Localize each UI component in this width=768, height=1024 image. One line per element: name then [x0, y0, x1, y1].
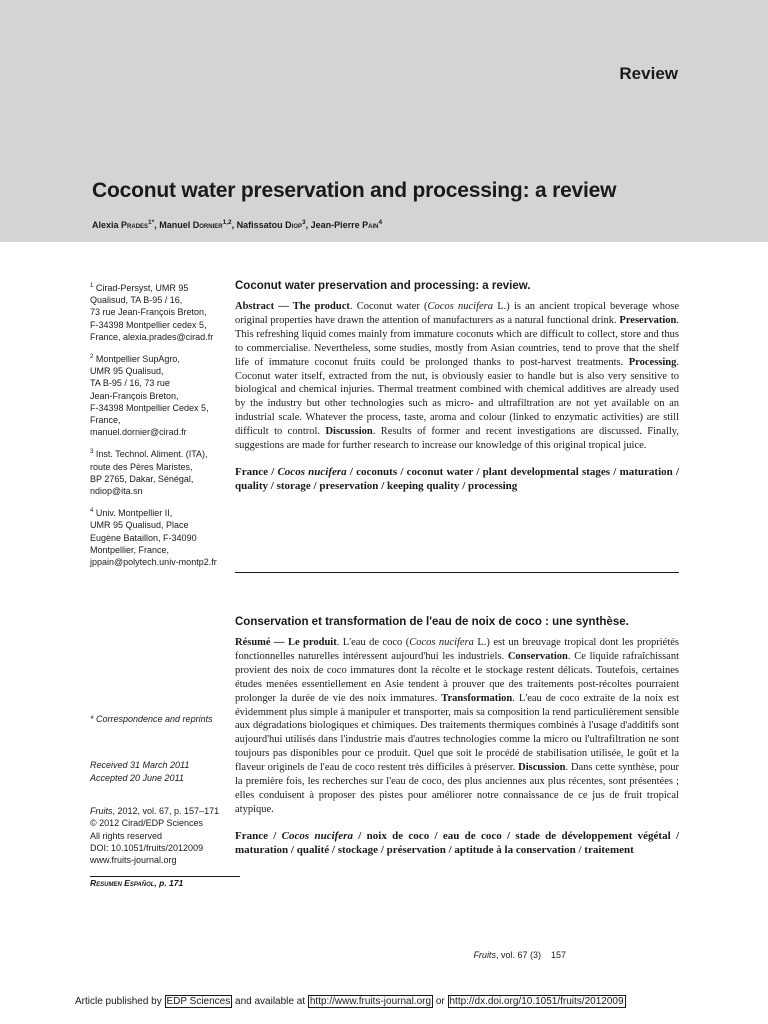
- journal-site-link[interactable]: http://www.fruits-journal.org: [309, 996, 432, 1007]
- keyword: qualité: [296, 843, 330, 856]
- affiliation-number: 1: [90, 283, 94, 289]
- dates: [90, 759, 240, 784]
- keyword: stockage: [337, 843, 379, 856]
- author-surname: Prades: [121, 220, 149, 230]
- citation-journal: Fruits: [90, 806, 113, 816]
- section-divider: [235, 572, 679, 573]
- published-or: or: [433, 996, 448, 1007]
- abstract-heading: Conservation: [507, 650, 568, 662]
- citation-block: [90, 805, 240, 866]
- author-surname: Dornier: [192, 220, 223, 230]
- published-mid: and available at: [232, 996, 308, 1007]
- author-list: Alexia Prades$^{1*}$, Manuel Dornier$^{1,2}$, Nafissatou Diop$^3$, Jean-Pierre Pain$^4$: [92, 219, 383, 230]
- affiliations: [90, 280, 230, 576]
- english-keywords: France / Cocos nucifera / coconuts / coconut water / plant developmental stages / maturation / quality / storage / preservation / keeping quality / processing: [235, 465, 680, 493]
- footer-journal: [473, 950, 566, 960]
- keyword: stade de développement végétal: [515, 829, 671, 842]
- french-abstract-text: Résumé — Le produit. L'eau de coco (Cocos nucifera L.) est un breuvage tropical dont les propriétés fonctionnelles naturelles intéressent aujourd'hui les industriels. Conservation. Ce liquide rafraîchissant provient des noix de coco immatures dont la récolte et le stockage restent délicats. Toutefois, certaines études menées essentiellement en Asie tendent à prouver que des traitements post-récoltes pourraient prolonger la durée de vie des noix immatures. Transformation. L'eau de coco extraite de la noix est évidemment plus simple à manipuler et transporter, mais sa composition la rend particulièrement sensible aux dégradations biologiques et chimiques. Des traitements thermiques combinés à l'usage d'additifs sont aujourd'hui utilisés dans l'industrie mais d'autres technologies comme la micro ou l'ultrafiltration ne sont toujours pas disponibles pour ce produit. Quel que soit le procédé de stabilisation utilisée, le goût et la flaveur originels de l'eau de coco restent très difficiles à préserver. Discussion. Dans cette synthèse, pour la première fois, les recherches sur l'eau de coco, des plus anciennes aux plus récentes, sont présentées ; elles conduisent à proposer des pistes pour améliorer notre connaissance de ce jus de fruit tropical atypique.: [235, 637, 680, 815]
- author: Nafissatou Diop$^3$: [236, 219, 306, 230]
- author-surname: Diop: [285, 220, 302, 230]
- author: Manuel Dornier$^{1,2}$: [159, 219, 232, 230]
- keyword: coconuts: [356, 465, 398, 478]
- species-name: Cocos nucifera: [409, 637, 474, 648]
- keyword: eau de coco: [442, 829, 502, 842]
- keyword: coconut water: [406, 465, 474, 478]
- doi: DOI: 10.1051/fruits/2012009: [90, 842, 204, 853]
- keyword: préservation: [386, 843, 446, 856]
- resumen-label: Resumen Español: [90, 878, 155, 888]
- resumen-page: , p. 171: [154, 878, 184, 888]
- affiliation-number: 3: [90, 449, 94, 456]
- correspondence-note: * Correspondence and reprints: [90, 714, 213, 724]
- keyword: storage: [276, 480, 311, 493]
- header-band: [0, 0, 768, 242]
- english-abstract-text: Abstract — The product. Coconut water (Cocos nucifera L.) is an ancient tropical beverage whose original properties have drawn the attention of manufacturers as a natural functional drink. Preservation. This refreshing liquid comes mainly from immature coconuts which are difficult to collect, store and thus to commercialise. Nevertheless, some studies, mostly from Asian countries, tend to prove that the shelf life of immature coconut fruits could be prolonged thanks to post-harvest treatments. Processing. Coconut water itself, extracted from the nut, is obviously easier to handle but is also very sensitive to biological and chemical injuries. Thermal treatment combined with chemical additives are already used by the industry but other technologies such as micro- and ultrafiltration are not yet available on an industrial scale. Whatever the process, taste, aroma and colour (linked to enzymatic activities) are still difficult to control. Discussion. Results of former and recent investigations are discussed. Finally, suggestions are made for further research to increase our knowledge of this original tropical juice.: [235, 301, 679, 452]
- received-date: Received 31 March 2011: [90, 760, 190, 770]
- keyword: plant developmental stages: [482, 465, 611, 478]
- author-surname: Pain: [362, 220, 379, 230]
- keyword: Cocos nucifera: [281, 829, 353, 842]
- author-affiliation-mark: 3: [302, 219, 306, 226]
- affiliation-number: 2: [90, 354, 94, 361]
- author: Jean-Pierre Pain$^4$: [310, 219, 383, 230]
- english-abstract-section: [235, 279, 679, 493]
- keyword: maturation: [619, 465, 673, 478]
- keyword: quality: [235, 480, 269, 493]
- abstract-heading: Processing: [628, 356, 677, 368]
- doi-link[interactable]: http://dx.doi.org/10.1051/fruits/2012009: [449, 996, 624, 1007]
- copyright: © 2012 Cirad/EDP Sciences: [90, 818, 204, 829]
- keyword: processing: [468, 480, 518, 493]
- abstract-heading: Discussion: [325, 426, 373, 438]
- resumen-link[interactable]: [90, 876, 240, 888]
- author-affiliation-mark: 1,2: [222, 219, 232, 226]
- keyword: traitement: [584, 843, 634, 856]
- footer-volume: , vol. 67 (3): [495, 950, 541, 960]
- english-abstract-title: Coconut water preservation and processing: a review.: [235, 280, 531, 292]
- affiliation: $^4$ Univ. Montpellier II, UMR 95 Qualisud, Place Eugène Bataillon, F-34090 Montpellier, France, jppain@polytech.univ-montp2.fr: [90, 508, 217, 568]
- species-name: Cocos nucifera: [427, 301, 493, 312]
- author-affiliation-mark: 4: [378, 219, 383, 226]
- keyword: France: [235, 465, 268, 478]
- footer-journal-name: Fruits: [473, 950, 496, 960]
- author-affiliation-mark: 1*: [148, 219, 155, 226]
- abstract-heading: Abstract — The product: [235, 301, 350, 312]
- abstract-heading: Résumé — Le produit: [235, 637, 337, 648]
- keyword: maturation: [235, 843, 289, 856]
- author: Alexia Prades$^{1*}$: [92, 219, 155, 230]
- citation-details: , 2012, vol. 67, p. 157–171: [112, 806, 220, 816]
- journal-url[interactable]: www.fruits-journal.org: [90, 855, 177, 866]
- affiliation: $^3$ Inst. Technol. Aliment. (ITA), route des Pères Maristes, BP 2765, Dakar, Sénégal, ndiop@ita.sn: [90, 449, 208, 497]
- published-prefix: Article published by: [75, 996, 165, 1007]
- french-abstract-title: Conservation et transformation de l'eau de noix de coco : une synthèse.: [235, 616, 629, 628]
- keyword: Cocos nucifera: [277, 465, 347, 478]
- keyword: keeping quality: [387, 480, 460, 493]
- affiliation-number: 4: [90, 508, 94, 515]
- affiliation: $^2$ Montpellier SupAgro, UMR 95 Qualisud, TA B-95 / 16, 73 rue Jean-François Breton, F-34398 Montpellier Cedex 5, France, manuel.dornier@cirad.fr: [90, 354, 209, 438]
- publication-notice: [75, 996, 695, 1007]
- page-number: 157: [550, 950, 566, 960]
- keyword: aptitude à la conservation: [454, 843, 576, 856]
- abstract-heading: Transformation: [441, 692, 513, 704]
- french-abstract-section: [235, 615, 679, 857]
- article-title: Coconut water preservation and processing: a review: [92, 179, 617, 202]
- affiliation: $^1$ Cirad-Persyst, UMR 95 Qualisud, TA B-95 / 16, 73 rue Jean-François Breton, F-34398 Montpellier cedex 5, France, alexia.prades@cirad.fr: [90, 283, 214, 342]
- french-keywords: France / Cocos nucifera / noix de coco / eau de coco / stade de développement végétal / maturation / qualité / stockage / préservation / aptitude à la conservation / traitement: [235, 829, 680, 856]
- section-label: Review: [619, 64, 678, 83]
- abstract-heading: Preservation: [619, 314, 677, 326]
- citation-line: [90, 805, 240, 817]
- rights: All rights reserved: [90, 830, 163, 841]
- keyword: noix de coco: [366, 829, 430, 842]
- publisher-link[interactable]: EDP Sciences: [166, 996, 231, 1007]
- keyword: preservation: [319, 480, 379, 493]
- keyword: France: [235, 829, 268, 842]
- abstract-heading: Discussion: [518, 762, 566, 774]
- accepted-date: Accepted 20 June 2011: [90, 772, 184, 783]
